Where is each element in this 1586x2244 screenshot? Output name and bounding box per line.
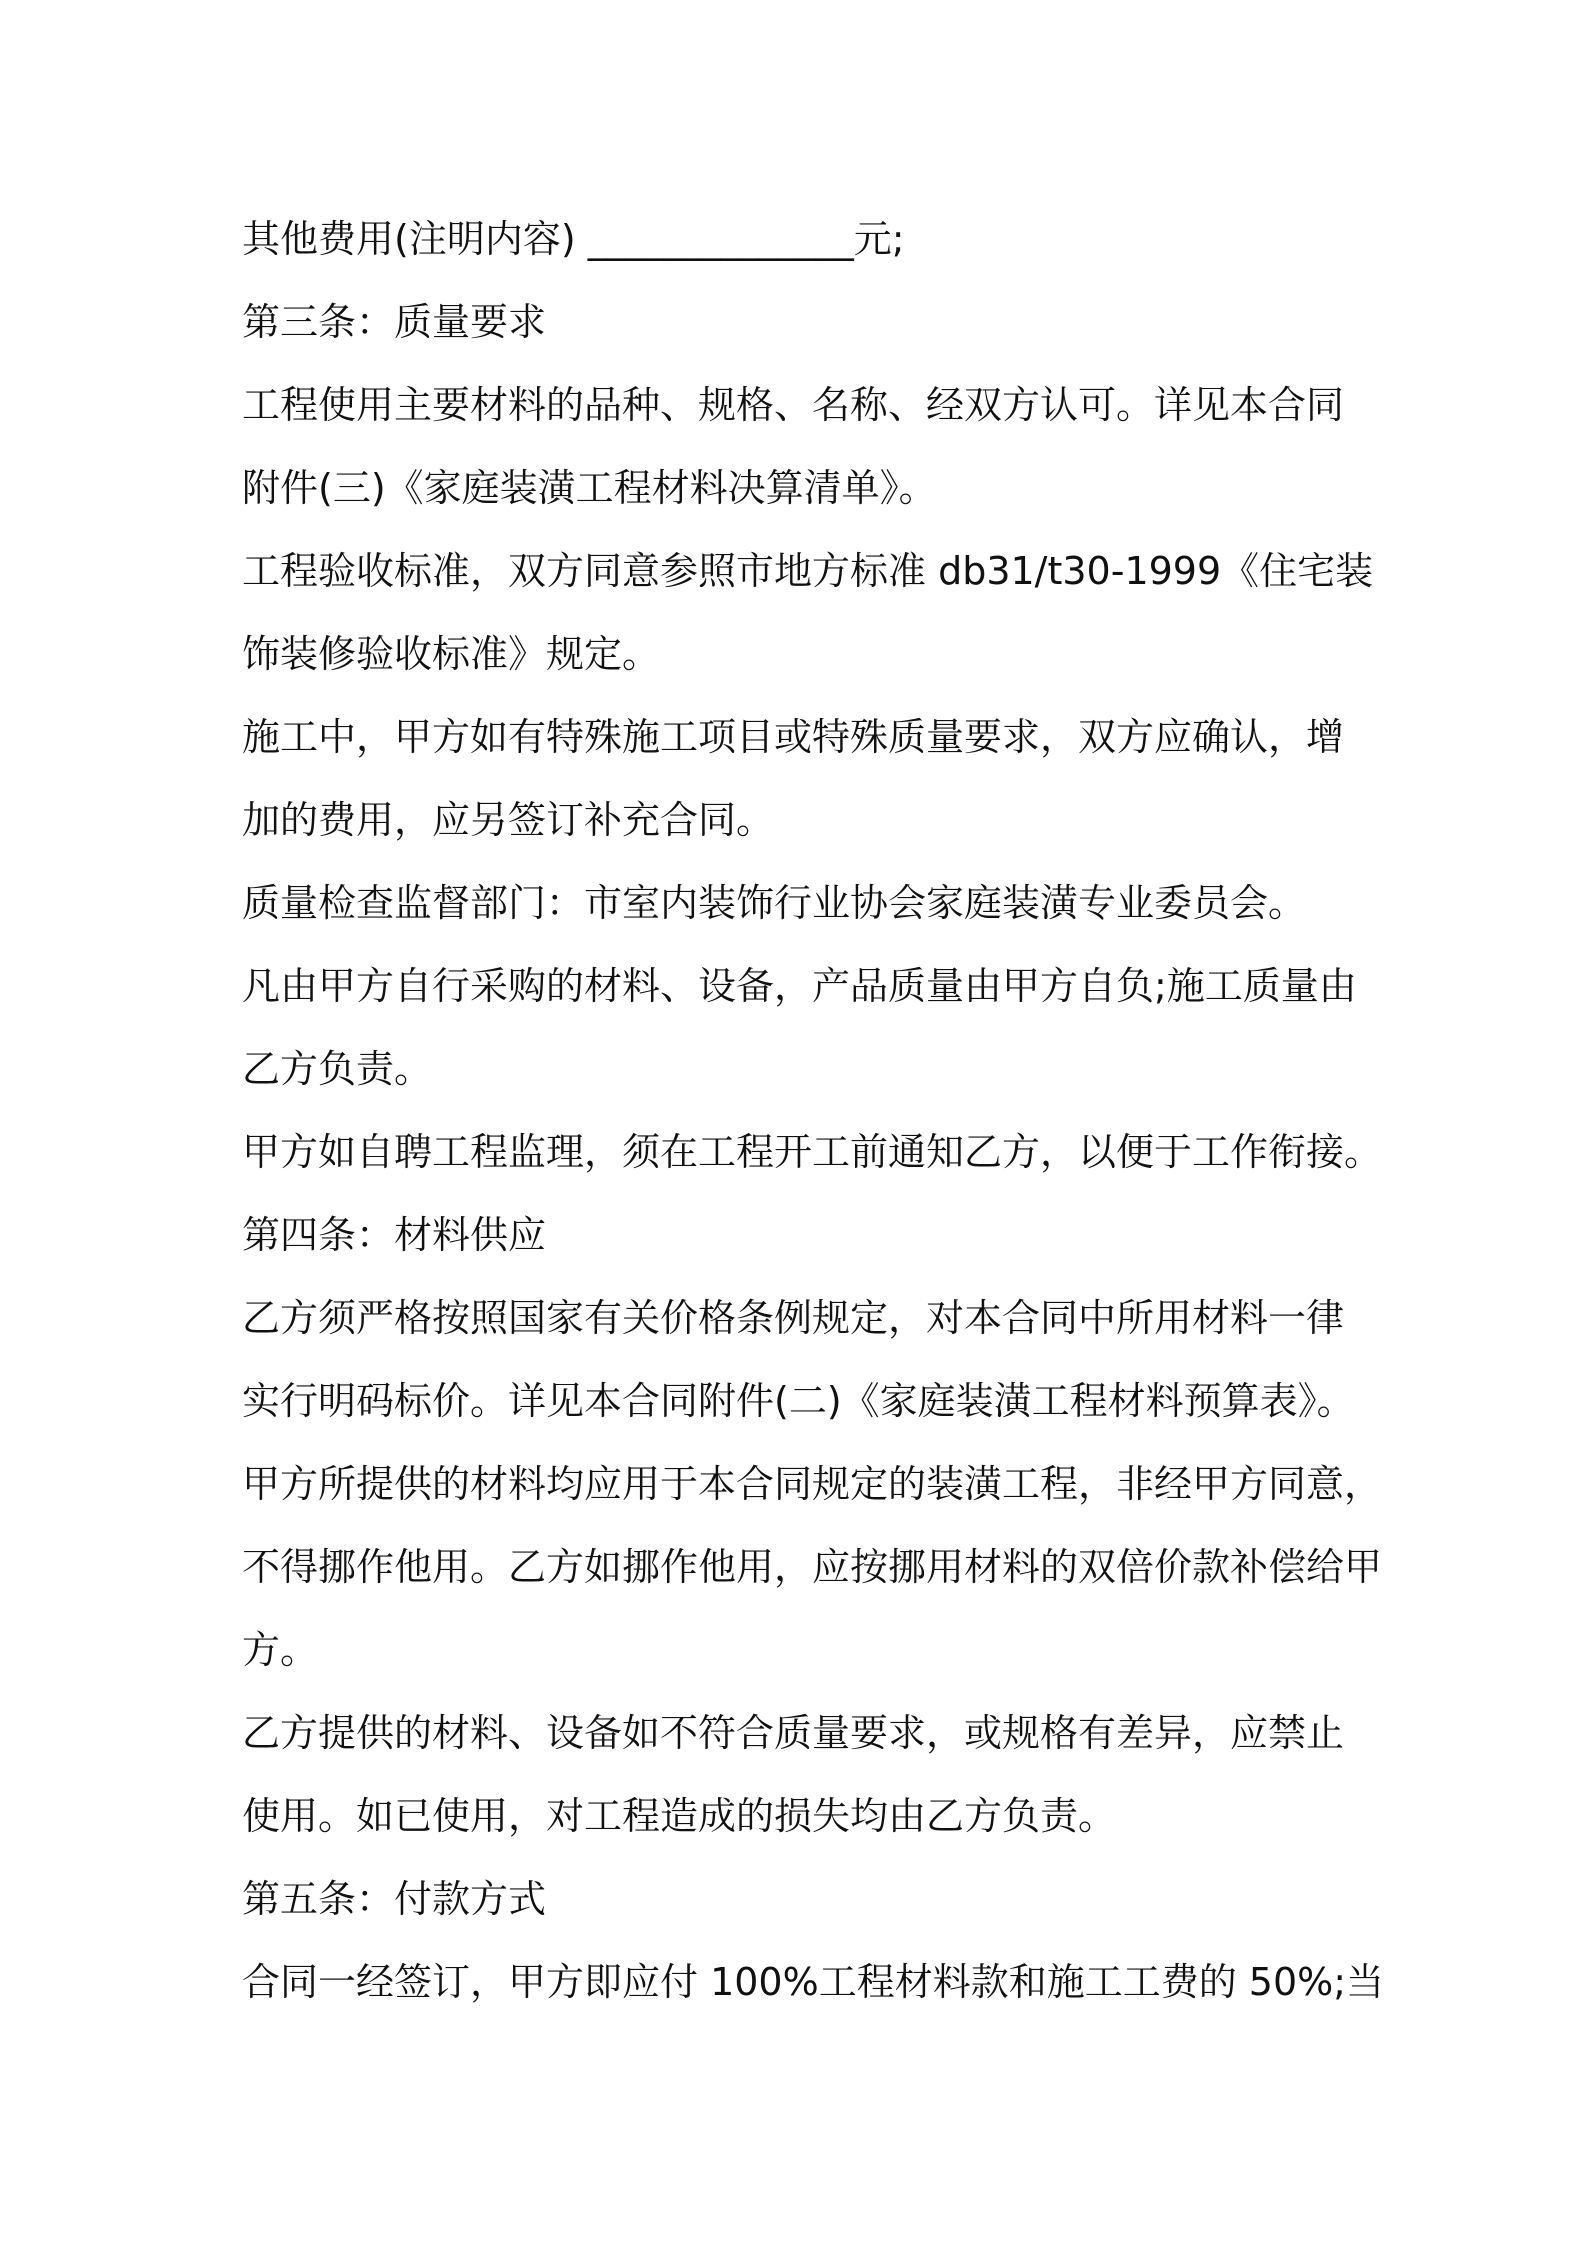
text-line: 质量检查监督部门：市室内装饰行业协会家庭装潢专业委员会。 [242, 881, 1307, 925]
text-line-other-fees: 其他费用(注明内容) ______________元; [242, 217, 905, 261]
text-line: 工程使用主要材料的品种、规格、名称、经双方认可。详见本合同 [242, 383, 1345, 427]
section-heading-article-4: 第四条：材料供应 [242, 1213, 547, 1257]
text-line: 工程验收标准，双方同意参照市地方标准 db31/t30-1999《住宅装 [242, 549, 1374, 593]
text-line: 方。 [242, 1628, 319, 1672]
text-line: 乙方负责。 [242, 1047, 433, 1091]
text-line: 附件(三)《家庭装潢工程材料决算清单》。 [242, 466, 937, 510]
section-heading-article-3: 第三条：质量要求 [242, 300, 547, 344]
text-line: 凡由甲方自行采购的材料、设备，产品质量由甲方自负;施工质量由 [242, 964, 1357, 1008]
text-line: 乙方须严格按照国家有关价格条例规定，对本合同中所用材料一律 [242, 1296, 1345, 1340]
text-line: 饰装修验收标准》规定。 [242, 632, 661, 676]
text-line: 甲方如自聘工程监理，须在工程开工前通知乙方，以便于工作衔接。 [242, 1130, 1383, 1174]
text-line: 实行明码标价。详见本合同附件(二)《家庭装潢工程材料预算表》。 [242, 1379, 1355, 1423]
text-line: 使用。如已使用，对工程造成的损失均由乙方负责。 [242, 1794, 1117, 1838]
text-line: 施工中，甲方如有特殊施工项目或特殊质量要求，双方应确认，增 [242, 715, 1345, 759]
text-line: 不得挪作他用。乙方如挪作他用，应按挪用材料的双倍价款补偿给甲 [242, 1545, 1383, 1589]
text-line: 甲方所提供的材料均应用于本合同规定的装潢工程，非经甲方同意， [242, 1462, 1383, 1506]
text-line: 加的费用，应另签订补充合同。 [242, 798, 775, 842]
document-body [242, 198, 1385, 2024]
text-line: 乙方提供的材料、设备如不符合质量要求，或规格有差异，应禁止 [242, 1711, 1345, 1755]
text-line: 合同一经签订，甲方即应付 100%工程材料款和施工工费的 50%;当 [242, 1960, 1385, 2004]
section-heading-article-5: 第五条：付款方式 [242, 1877, 547, 1921]
